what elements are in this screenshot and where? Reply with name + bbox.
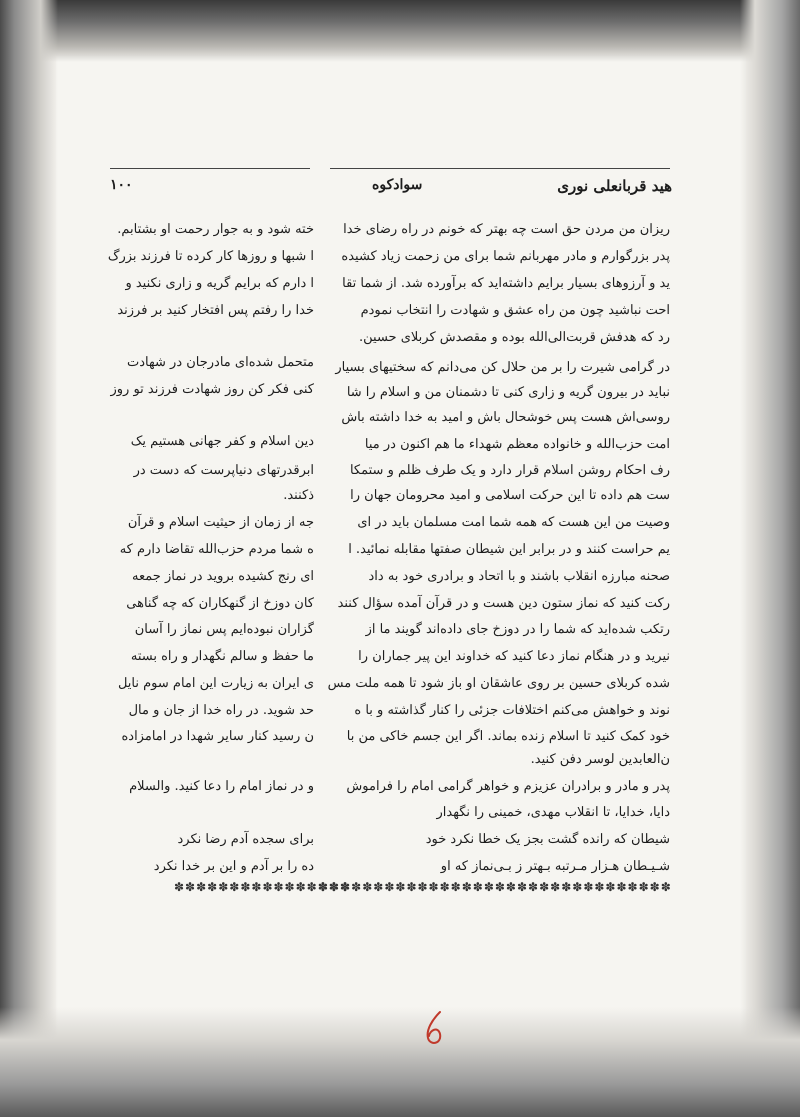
- text-line: ا دارم که برایم گریه و زاری نکنید و: [125, 276, 314, 291]
- header-name: هید قربانعلی نوری: [557, 177, 672, 195]
- text-line: [98, 406, 314, 430]
- star-ornament-right: ✽✽✽✽✽✽✽✽✽✽✽✽✽✽✽✽✽✽✽✽✽✽✽✽✽✽✽✽✽✽✽✽: [318, 880, 672, 894]
- text-line: رتکب شده‌اید که شما را در دوزخ جای داده‌اند گویند ما از: [365, 622, 670, 637]
- text-line: ید و آرزوهای بسیار برایم داشته‌اید که برآورده شد. از شما تقا: [342, 276, 670, 291]
- text-line: ن رسید کنار سایر شهدا در امامزاده: [121, 729, 314, 744]
- text-line: خود کمک کنید تا اسلام زنده بماند. اگر این جسم خاکی من با: [346, 729, 670, 744]
- text-line: ست هم داده تا این حرکت اسلامی و امید محرومان جهان را: [350, 488, 670, 503]
- text-line: شیطان که رانده گشت بجز یک خطا نکرد خود: [425, 832, 670, 847]
- text-line: ذکنند.: [283, 488, 314, 503]
- star-ornament-left: ✽✽✽✽✽✽✽✽✽✽✽✽✽✽✽✽: [174, 880, 351, 894]
- text-line: ه شما مردم حزب‌الله تقاضا دارم که: [119, 542, 314, 557]
- text-line: دایا، خدایا، تا انقلاب مهدی، خمینی را نگهدار: [436, 805, 670, 820]
- text-line: رف احکام روشن اسلام قرار دارد و یک طرف ظلم و ستمکا: [349, 463, 670, 478]
- text-line: پدر و مادر و برادران عزیزم و خواهر گرامی امام را فراموش: [346, 779, 670, 794]
- text-line: [98, 748, 314, 772]
- scan-shadow-top: [0, 0, 800, 62]
- text-line: خته شود و به جوار رحمت او بشتابم.: [117, 222, 314, 237]
- text-line: ای رنج کشیده بروید در نماز جمعه: [132, 569, 314, 584]
- text-line: پدر بزرگوارم و مادر مهربانم شما برای من زحمت زیاد کشیده: [341, 249, 670, 264]
- text-line: یم حراست کنند و در برابر این شیطان صفتها مقابله نمائید. ا: [348, 542, 670, 557]
- text-line: شده کربلای حسین بر روی عاشقان او باز شود تا همه ملت مس: [327, 676, 670, 691]
- text-line: [98, 326, 314, 350]
- text-line: متحمل شده‌ای مادرجان در شهادت: [127, 355, 314, 370]
- text-line: شـیـطان هـزار مـرتبه بـهتر ز بـی‌نماز که او: [440, 859, 670, 874]
- text-line: ده را بر آدم و این بر خدا نکرد: [153, 859, 314, 874]
- text-line: خدا را رفتم پس افتخار کنید بر فرزند: [117, 303, 314, 318]
- text-line: گزاران نبوده‌ایم پس نماز را آسان: [134, 622, 314, 637]
- header-rule-left: [110, 168, 310, 169]
- page-number: ۱۰۰: [110, 177, 133, 193]
- text-line: ی ایران به زیارت این امام سوم نایل: [117, 676, 314, 691]
- text-column-left: [98, 218, 351, 898]
- text-line: ریزان من مردن حق است چه بهتر که خونم در راه رضای خدا: [343, 222, 670, 237]
- text-line: ا شبها و روزها کار کرده تا فرزند بزرگ: [107, 249, 314, 264]
- header-rule-right: [330, 168, 670, 169]
- text-line: رکت کنید که نماز ستون دین هست و در قرآن آمده سؤال کنند: [337, 596, 670, 611]
- text-line: احت نباشید چون من راه عشق و شهادت را انتخاب نمودم: [360, 303, 670, 318]
- text-line: در گرامی شیرت را بر من حلال کن می‌دانم که سختیهای بسیار: [335, 360, 670, 375]
- handwritten-page-mark: [420, 1008, 450, 1048]
- text-line: نباید در بیرون گریه و زاری کنی تا دشمنان من و اسلام را شا: [346, 385, 670, 400]
- text-column-right: [325, 218, 670, 898]
- text-line: روسی‌اش هست پس خوشحال باش و امید به خدا داشته باش: [341, 410, 670, 425]
- text-line: کان دوزخ از گنهکاران که چه گناهی: [126, 596, 314, 611]
- text-line: ابرقدرتهای دنیاپرست که دست در: [133, 463, 314, 478]
- text-line: کنی فکر کن روز شهادت فرزند تو روز: [110, 382, 314, 397]
- text-line: صحنه مبارزه انقلاب باشند و با اتحاد و برادری خود به داد: [368, 569, 670, 584]
- scan-shadow-left: [0, 0, 58, 1117]
- text-line: جه از زمان از حیثیت اسلام و قرآن: [127, 515, 314, 530]
- text-line: برای سجده آدم رضا نکرد: [177, 832, 314, 847]
- header-place: سوادکوه: [372, 177, 423, 193]
- text-line: رد که هدفش قربت‌الی‌الله بوده و مقصدش کربلای حسین.: [359, 330, 670, 345]
- text-line: ما حفظ و سالم نگهدار و راه بسته: [130, 649, 314, 664]
- handwritten-note-text: ۶: [420, 1008, 421, 1009]
- text-line: [98, 801, 314, 825]
- text-line: وصیت من این هست که همه شما امت مسلمان باید در ای: [357, 515, 670, 530]
- text-line: نوند و خواهش می‌کنم اختلافات جزئی را کنار گذاشته و با ه: [354, 703, 670, 718]
- scan-shadow-right: [740, 0, 800, 1117]
- text-line: امت حزب‌الله و خانواده معظم شهداء ما هم اکنون در میا: [364, 437, 670, 452]
- text-line: نیرید و در هنگام نماز دعا کنید که خداوند این پیر جماران را: [358, 649, 670, 664]
- text-line: حد شوید. در راه خدا از جان و مال: [128, 703, 314, 718]
- scan-shadow-bottom: [0, 1007, 800, 1117]
- text-line: ن‌العابدین لوسر دفن کنید.: [530, 752, 670, 767]
- text-line: دین اسلام و کفر جهانی هستیم یک: [130, 434, 314, 449]
- text-line: و در نماز امام را دعا کنید. والسلام: [129, 779, 314, 794]
